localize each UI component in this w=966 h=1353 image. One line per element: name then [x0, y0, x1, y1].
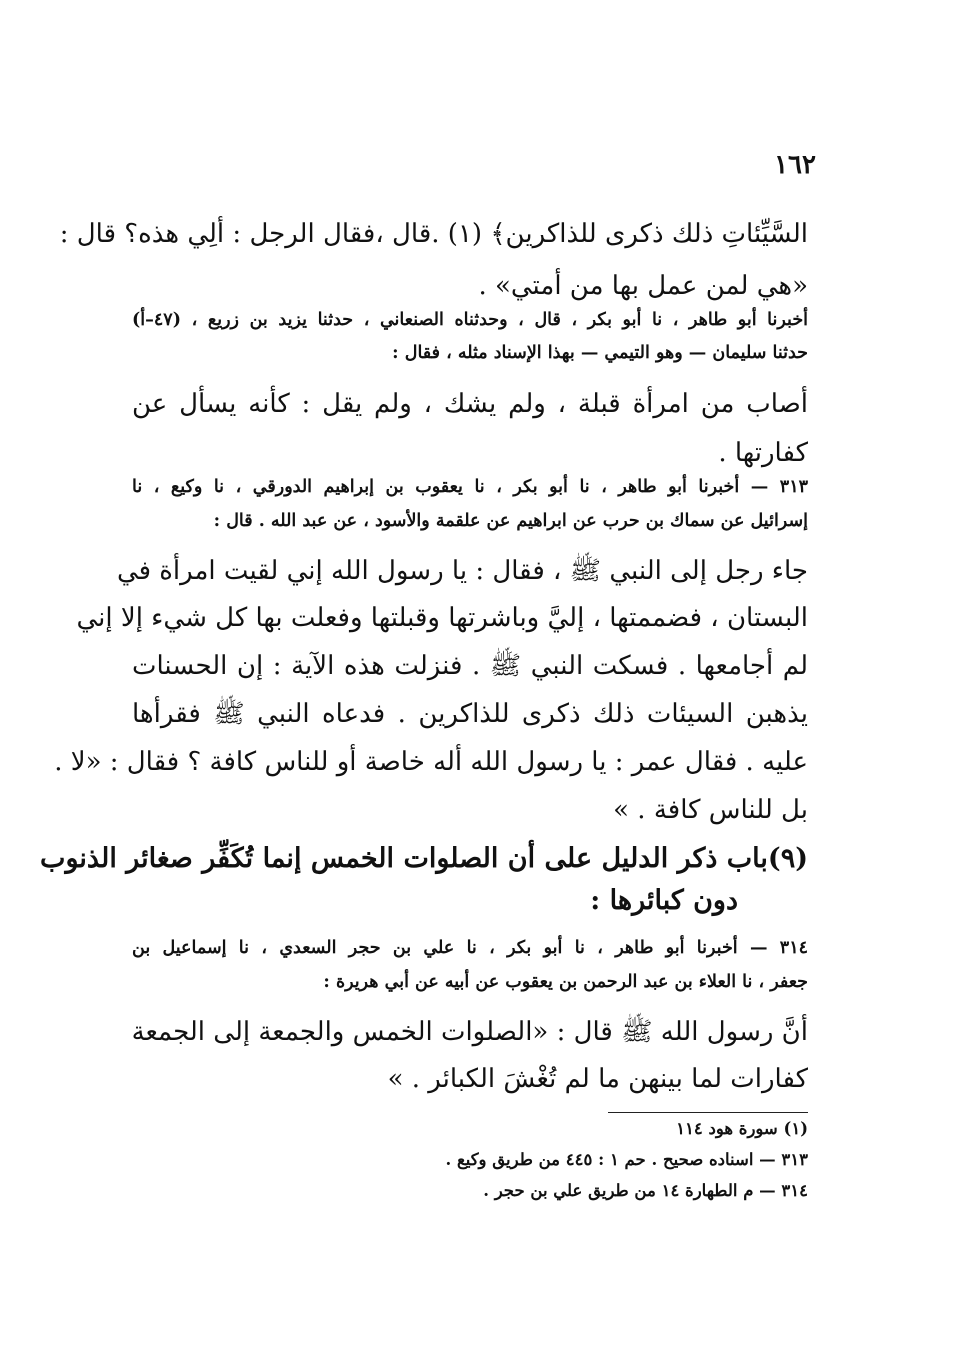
body-line: كفارات لما بينهن ما لم تُغْشَ الكبائر . »	[387, 1064, 808, 1094]
chapter-heading: (٩)باب ذكر الدليل على أن الصلوات الخمس إنما تُكَفِّر صغائر الذنوب	[40, 843, 808, 874]
body-line: جاء رجل إلى النبي ﷺ ، فقال : يا رسول الله إني لقيت امرأة في	[116, 556, 808, 586]
body-line: البستان ، فضممتها ، إليَّ وباشرتها وقبلتها وفعلت بها كل شيء إلا إني	[76, 603, 808, 633]
body-line: السَّيِّئاتِ ذلك ذكرى للذاكرين﴾ (١) .قال ،فقال الرجل : ألِي هذه؟ قال :	[59, 219, 808, 249]
body-line: لم أجامعها . فسكت النبي ﷺ . فنزلت هذه الآية : إن الحسنات	[132, 651, 808, 681]
isnad-line: إسرائيل عن سماك بن حرب عن ابراهيم عن علقمة والأسود ، عن عبد الله . قال :	[213, 511, 808, 531]
isnad-line: أخبرنا أبو طاهر ، نا أبو بكر ، قال ، وحدثناه الصنعاني ، حدثنا يزيد بن زريع ، (٤٧–أ)	[132, 310, 808, 330]
isnad-line: حدثنا سليمان — وهو التيمي — بهذا الإسناد مثله ، فقال :	[392, 343, 808, 363]
body-line: أنَّ رسول الله ﷺ قال : «الصلوات الخمس والجمعة إلى الجمعة	[131, 1017, 808, 1047]
body-line: يذهبن السيئات ذلك ذكرى للذاكرين . فدعاه النبي ﷺ فقرأها	[132, 699, 808, 729]
footnote: ٣١٣ — اسناده صحيح . حم ١ : ٤٤٥ من طريق وكيع .	[445, 1150, 808, 1169]
footnote-divider	[608, 1112, 808, 1113]
footnote: ٣١٤ — م الطهارة ١٤ من طريق علي بن حجر .	[483, 1181, 808, 1200]
body-line: بل للناس كافة . »	[613, 795, 808, 825]
isnad-line: ٣١٣ — أخبرنا أبو طاهر ، نا أبو بكر ، نا يعقوب بن إبراهيم الدورقي ، نا وكيع ، نا	[132, 477, 808, 497]
body-line: كفارتها .	[718, 438, 808, 468]
isnad-line: ٣١٤ — أخبرنا أبو طاهر ، نا أبو بكر ، نا علي بن حجر السعدي ، نا إسماعيل بن	[132, 938, 808, 958]
chapter-heading: دون كبائرها :	[590, 885, 738, 916]
page-number: ١٦٢	[774, 150, 816, 180]
footnote: (١) سورة هود ١١٤	[676, 1119, 808, 1138]
body-line: أصاب من امرأة قبلة ، ولم يشك ، ولم يقل : كأنه يسأل عن	[132, 389, 808, 419]
body-line: «هي لمن عمل بها من أمتي» .	[478, 271, 808, 301]
isnad-line: جعفر ، نا العلاء بن عبد الرحمن بن يعقوب عن أبيه عن أبي هريرة :	[323, 972, 808, 992]
body-line: عليه . فقال عمر : يا رسول الله أله خاصة أو للناس كافة ؟ فقال : «لا .	[54, 747, 808, 777]
